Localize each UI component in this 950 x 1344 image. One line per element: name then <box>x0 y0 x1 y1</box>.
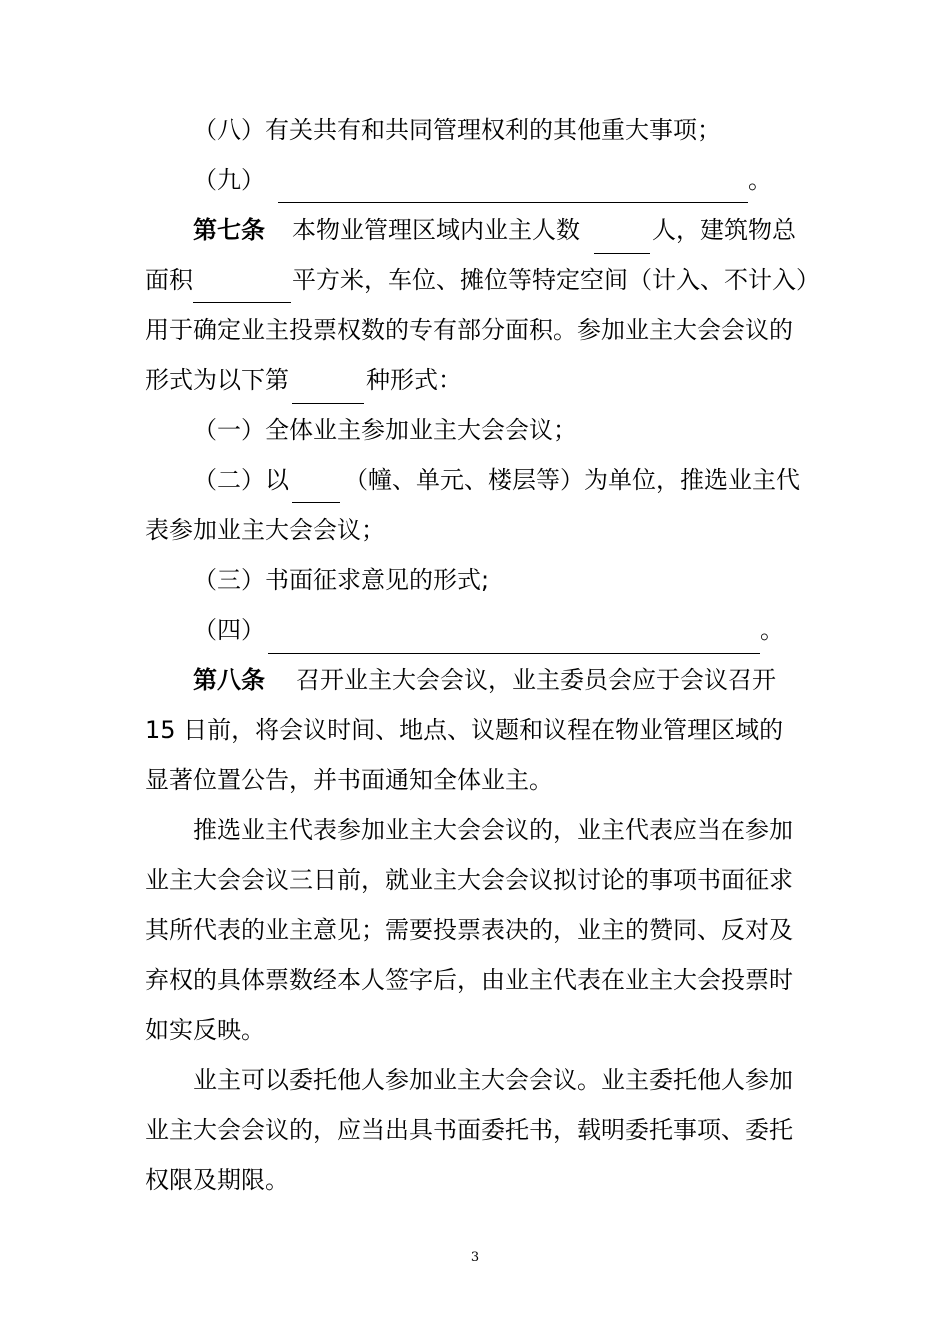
paragraph-line <box>0 360 950 400</box>
paragraph-line <box>0 810 950 850</box>
clause-text: （三）书面征求意见的形式; <box>193 566 490 594</box>
clause-item-3 <box>0 560 950 600</box>
clause-text: 业主大会会议的，应当出具书面委托书，载明委托事项、委托 <box>145 1116 793 1144</box>
clause-text: 权限及期限。 <box>145 1166 289 1194</box>
clause-text: 本物业管理区域内业主人数 <box>292 216 580 244</box>
clause-text: 弃权的具体票数经本人签字后，由业主代表在业主大会投票时 <box>145 966 793 994</box>
clause-text: （八）有关共有和共同管理权利的其他重大事项； <box>193 116 721 144</box>
blank-line[interactable] <box>268 653 760 654</box>
paragraph-line <box>0 910 950 950</box>
clause-text: 如实反映。 <box>145 1016 265 1044</box>
clause-text: 显著位置公告，并书面通知全体业主。 <box>145 766 553 794</box>
clause-text: （二）以 <box>193 466 289 494</box>
article-heading: 第八条 <box>193 666 265 694</box>
blank-line[interactable] <box>278 202 748 203</box>
clause-text: 形式为以下第 <box>145 366 289 394</box>
blank-line[interactable] <box>193 302 291 303</box>
clause-text: （九） <box>193 166 265 194</box>
clause-text: （幢、单元、楼层等）为单位，推选业主代 <box>344 466 800 494</box>
blank-line[interactable] <box>594 253 650 254</box>
clause-text: 其所代表的业主意见；需要投票表决的，业主的赞同、反对及 <box>145 916 793 944</box>
clause-text: 业主大会会议三日前，就业主大会会议拟讨论的事项书面征求 <box>145 866 793 894</box>
article-heading: 第七条 <box>193 216 265 244</box>
clause-text: 人，建筑物总 <box>652 216 796 244</box>
paragraph-line <box>0 260 950 300</box>
clause-text: 种形式： <box>366 366 462 394</box>
clause-item-1 <box>0 410 950 450</box>
clause-item-4 <box>0 610 950 650</box>
blank-line[interactable] <box>292 403 364 404</box>
paragraph-line <box>0 1010 950 1050</box>
clause-text: 表参加业主大会会议； <box>145 516 385 544</box>
paragraph-line <box>0 860 950 900</box>
period-mark: 。 <box>760 616 784 644</box>
paragraph-line <box>0 960 950 1000</box>
clause-text: 召开业主大会会议，业主委员会应于会议召开 <box>296 666 776 694</box>
page-number: 3 <box>470 1250 480 1265</box>
article-8-line <box>0 660 950 700</box>
clause-item-2 <box>0 460 950 500</box>
paragraph-line <box>0 1160 950 1200</box>
clause-text: 用于确定业主投票权数的专有部分面积。参加业主大会会议的 <box>145 316 793 344</box>
clause-item-9 <box>0 160 950 200</box>
clause-text: 推选业主代表参加业主大会会议的，业主代表应当在参加 <box>193 816 793 844</box>
clause-text: 15 日前，将会议时间、地点、议题和议程在物业管理区域的 <box>145 716 784 744</box>
period-mark: 。 <box>748 166 772 194</box>
article-7-line <box>0 210 950 250</box>
paragraph-line <box>0 1110 950 1150</box>
paragraph-line <box>0 510 950 550</box>
paragraph-line <box>0 710 950 750</box>
clause-text: 平方米，车位、摊位等特定空间（计入、不计入） <box>292 266 820 294</box>
clause-text: （四） <box>193 616 265 644</box>
paragraph-line <box>0 760 950 800</box>
clause-text: 业主可以委托他人参加业主大会会议。业主委托他人参加 <box>193 1066 793 1094</box>
paragraph-line <box>0 1060 950 1100</box>
paragraph-line <box>0 310 950 350</box>
clause-text: 面积 <box>145 266 193 294</box>
clause-item-8 <box>0 110 950 150</box>
blank-line[interactable] <box>292 502 340 503</box>
clause-text: （一）全体业主参加业主大会会议； <box>193 416 577 444</box>
